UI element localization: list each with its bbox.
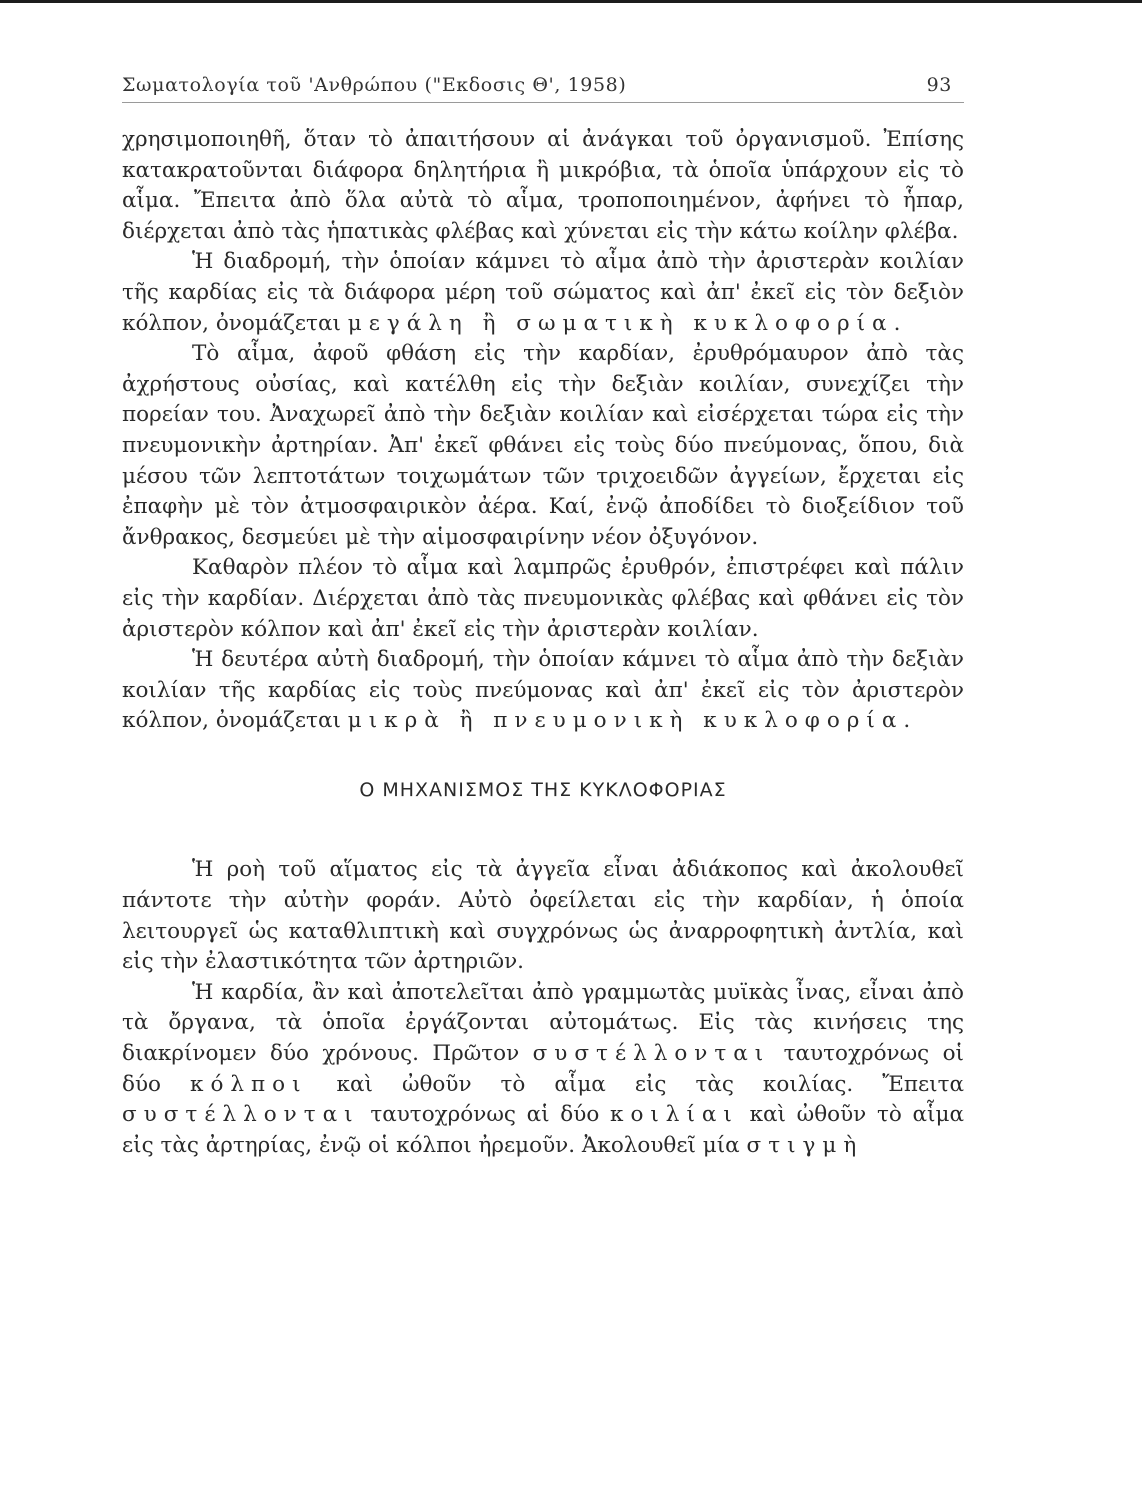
section-heading: Ο ΜΗΧΑΝΙΣΜΟΣ ΤΗΣ ΚΥΚΛΟΦΟΡΙΑΣ: [359, 778, 727, 801]
paragraph: Ἡ καρδία, ἂν καὶ ἀποτελεῖται ἀπὸ γραμμωτὰς μυϊκὰς ἶνας, εἶναι ἀπὸ τὰ ὄργανα, τὰ ὁποῖα ἐργάζονται αὐτομάτως. Εἰς τὰς κινήσεις της διακρίνομεν δύο χρόνους. Πρῶτον συστέλλονται ταυτοχρόνως οἱ δύο κόλποι καὶ ὠθοῦν τὸ αἷμα εἰς τὰς κοιλίας. Ἔπειτα συστέλλονται ταυτοχρόνως αἱ δύο κοιλίαι καὶ ὠθοῦν τὸ αἷμα εἰς τὰς ἀρτηρίας, ἐνῷ οἱ κόλποι ἠρεμοῦν. Ἀκολουθεῖ μία στιγμὴ: [122, 979, 965, 1158]
spaced-term: συστέλλονται: [532, 1041, 771, 1067]
paragraph: Ἡ δευτέρα αὐτὴ διαδρομή, τὴν ὁποίαν κάμνει τὸ αἷμα ἀπὸ τὴν δεξιὰν κοιλίαν τῆς καρδίας εἰς τοὺς πνεύμονας καὶ ἀπ' ἐκεῖ εἰς τὸν ἀριστερὸν κόλπον, ὀνομάζεται μικρὰ ἢ πνευμονικὴ κυκλοφορία.: [122, 647, 964, 734]
paragraph: Καθαρὸν πλέον τὸ αἷμα καὶ λαμπρῶς ἐρυθρόν, ἐπιστρέφει καὶ πάλιν εἰς τὴν καρδίαν. Διέρχεται ἀπὸ τὰς πνευμονικὰς φλέβας καὶ φθάνει εἰς τὸν ἀριστερὸν κόλπον καὶ ἀπ' ἐκεῖ εἰς τὴν ἀριστερὰν κοιλίαν.: [122, 555, 964, 642]
spaced-term: κόλποι: [190, 1071, 308, 1097]
paragraph: Ἡ διαδρομή, τὴν ὁποίαν κάμνει τὸ αἷμα ἀπὸ τὴν ἀριστερὰν κοιλίαν τῆς καρδίας εἰς τὰ διάφορα μέρη τοῦ σώματος καὶ ἀπ' ἐκεῖ εἰς τὸν δεξιὸν κόλπον, ὀνομάζεται μεγάλη ἢ σωματικὴ κυκλοφορία.: [122, 249, 964, 336]
running-title: Σωματολογία τοῦ 'Ανθρώπου ("Εκδοσις Θ', 1958): [122, 74, 627, 96]
spaced-term: μικρὰ ἢ πνευμονικὴ κυκλοφορία.: [347, 708, 918, 734]
paragraph: Τὸ αἷμα, ἀφοῦ φθάση εἰς τὴν καρδίαν, ἐρυθρόμαυρον ἀπὸ τὰς ἀχρήστους οὐσίας, καὶ κατέλθη εἰς τὴν δεξιὰν κοιλίαν, συνεχίζει τὴν πορείαν του. Ἀναχωρεῖ ἀπὸ τὴν δεξιὰν κοιλίαν καὶ εἰσέρχεται τώρα εἰς τὴν πνευμονικὴν ἀρτηρίαν. Ἀπ' ἐκεῖ φθάνει εἰς τοὺς δύο πνεύμονας, ὅπου, διὰ μέσου τῶν λεπτοτάτων τοιχωμάτων τῶν τριχοειδῶν ἀγγείων, ἔρχεται εἰς ἐπαφὴν μὲ τὸν ἀτμοσφαιρικὸν ἀέρα. Καί, ἐνῷ ἀποδίδει τὸ διοξείδιον τοῦ ἄνθρακος, δεσμεύει μὲ τὴν αἱμοσφαιρίνην νέον ὀξυγόνον.: [122, 341, 964, 550]
page-number: 93: [926, 74, 952, 96]
running-header: [122, 66, 964, 103]
spaced-term: κοιλίαι: [610, 1102, 739, 1128]
page-body: [122, 125, 964, 1161]
book-page: [122, 66, 964, 1161]
spaced-term: μεγάλη ἢ σωματικὴ κυκλοφορία.: [347, 310, 908, 336]
paragraph: χρησιμοποιηθῆ, ὅταν τὸ ἀπαιτήσουν αἱ ἀνάγκαι τοῦ ὀργανισμοῦ. Ἐπίσης κατακρατοῦνται διάφορα δηλητήρια ἢ μικρόβια, τὰ ὁποῖα ὑπάρχουν εἰς τὸ αἷμα. Ἔπειτα ἀπὸ ὅλα αὐτὰ τὸ αἷμα, τροποποιημένον, ἀφήνει τὸ ἧπαρ, διέρχεται ἀπὸ τὰς ἡπατικὰς φλέβας καὶ χύνεται εἰς τὴν κάτω κοίλην φλέβα.: [122, 127, 964, 244]
spaced-term: συστέλλονται: [122, 1102, 360, 1128]
top-border: [0, 0, 1142, 3]
spaced-term: στιγμὴ: [746, 1132, 864, 1158]
paragraph: Ἡ ροὴ τοῦ αἵματος εἰς τὰ ἀγγεῖα εἶναι ἀδιάκοπος καὶ ἀκολουθεῖ πάντοτε τὴν αὐτὴν φοράν. Αὐτὸ ὀφείλεται εἰς τὴν καρδίαν, ἡ ὁποία λειτουργεῖ ὡς καταθλιπτικὴ καὶ συγχρόνως ὡς ἀναρροφητικὴ ἀντλία, καὶ εἰς τὴν ἐλαστικότητα τῶν ἀρτηριῶν.: [122, 857, 964, 975]
